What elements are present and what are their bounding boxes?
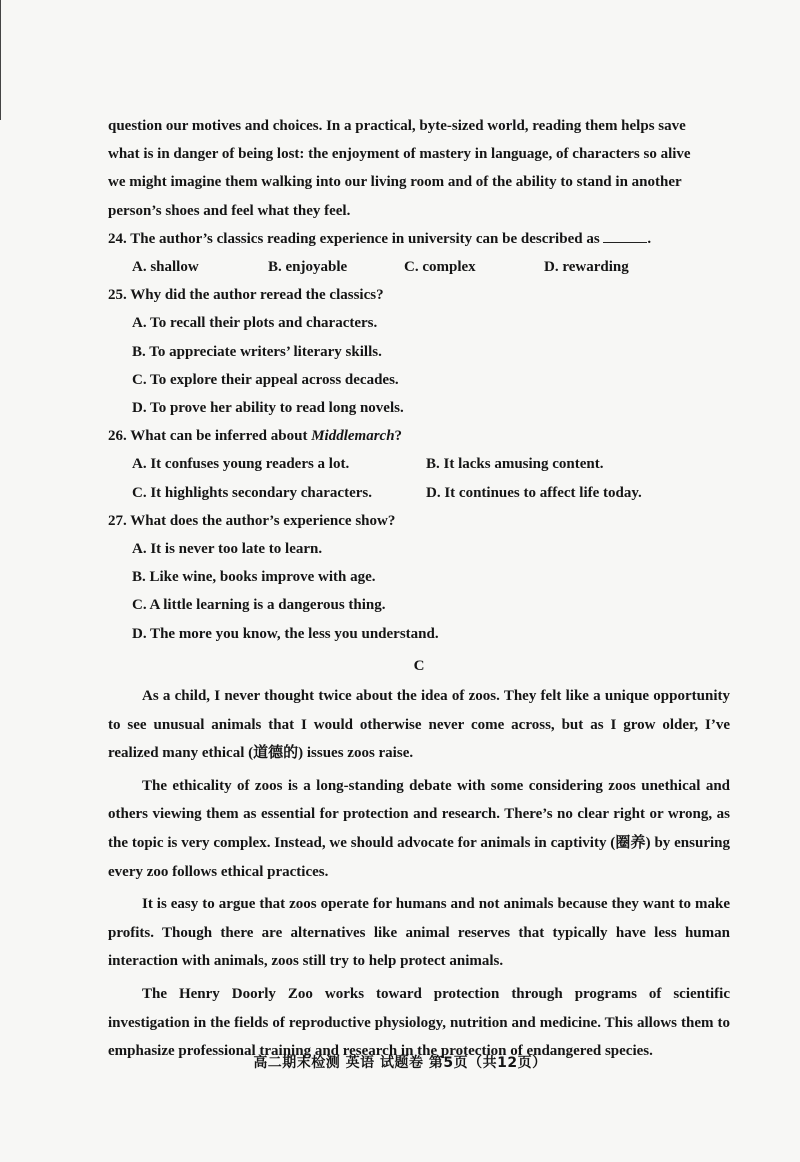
question-26-stem: 26. What can be inferred about Middlemarch? xyxy=(108,428,403,445)
question-27-stem: 27. What does the author’s experience show? xyxy=(108,512,396,529)
intro-line: we might imagine them walking into our living room and of the ability to stand in another xyxy=(108,174,682,191)
question-27 xyxy=(108,507,730,648)
page-footer: 高二期末检测 英语 试题卷 第5页（共12页） xyxy=(253,1055,547,1071)
question-26-options-row1 xyxy=(108,450,730,478)
option-a: A. shallow xyxy=(132,259,199,276)
answer-blank xyxy=(603,228,647,243)
option-b: B. enjoyable xyxy=(268,259,348,276)
option-a: A. It confuses young readers a lot. xyxy=(132,456,350,473)
option-d: D. It continues to affect life today. xyxy=(426,484,642,501)
passage-paragraph: It is easy to argue that zoos operate for humans and not animals because they want to make profits. Though there are alternatives like animal reserves that typically have less human interaction with animals, zoos still try to help protect animals. xyxy=(108,896,730,970)
section-c-title: C xyxy=(413,657,425,674)
question-25 xyxy=(108,281,730,422)
option-a: A. It is never too late to learn. xyxy=(132,541,323,558)
option-d: D. The more you know, the less you understand. xyxy=(132,625,439,642)
option-c: C. To explore their appeal across decades. xyxy=(132,371,399,388)
option-a: A. To recall their plots and characters. xyxy=(132,315,378,332)
intro-line: person’s shoes and feel what they feel. xyxy=(108,202,351,219)
intro-line: question our motives and choices. In a practical, byte-sized world, reading them helps save xyxy=(108,118,686,134)
scan-edge-mark xyxy=(0,0,4,120)
intro-paragraph xyxy=(108,112,730,225)
option-c: C. A little learning is a dangerous thing. xyxy=(132,597,386,614)
question-26 xyxy=(108,422,730,507)
page-content xyxy=(108,112,730,1070)
passage-paragraph: The ethicality of zoos is a long-standing debate with some considering zoos unethical and others viewing them as essential for protection and research. There’s no clear right or wrong, as the topic is very complex. Instead, we should advocate for animals in captivity (圈养) by ensuring every zoo follows ethical practices. xyxy=(108,777,730,880)
passage-paragraph: As a child, I never thought twice about the idea of zoos. They felt like a unique opportunity to see unusual animals that I would otherwise never come across, but as I grow older, I’ve realized many ethical (道德的) issues zoos raise. xyxy=(108,688,730,762)
intro-line: what is in danger of being lost: the enjoyment of mastery in language, of characters so alive xyxy=(108,146,691,163)
option-b: B. To appreciate writers’ literary skills. xyxy=(132,343,382,360)
question-26-options-row2 xyxy=(108,479,730,507)
question-24-options xyxy=(108,253,730,281)
question-24 xyxy=(108,225,730,281)
option-d: D. To prove her ability to read long novels. xyxy=(132,400,404,417)
option-d: D. rewarding xyxy=(544,259,629,276)
question-25-stem: 25. Why did the author reread the classics? xyxy=(108,287,384,304)
book-title: Middlemarch xyxy=(311,428,395,445)
section-c-passage xyxy=(108,682,730,1066)
option-c: C. It highlights secondary characters. xyxy=(132,484,372,501)
passage-paragraph: The Henry Doorly Zoo works toward protection through programs of scientific investigation in the fields of reproductive physiology, nutrition and medicine. This allows them to emphasize professional training and research in the protection of endangered species. xyxy=(108,986,730,1060)
question-24-stem: 24. The author’s classics reading experience in university can be described as . xyxy=(108,225,730,253)
option-c: C. complex xyxy=(404,259,476,276)
option-b: B. It lacks amusing content. xyxy=(426,456,604,473)
option-b: B. Like wine, books improve with age. xyxy=(132,569,376,586)
